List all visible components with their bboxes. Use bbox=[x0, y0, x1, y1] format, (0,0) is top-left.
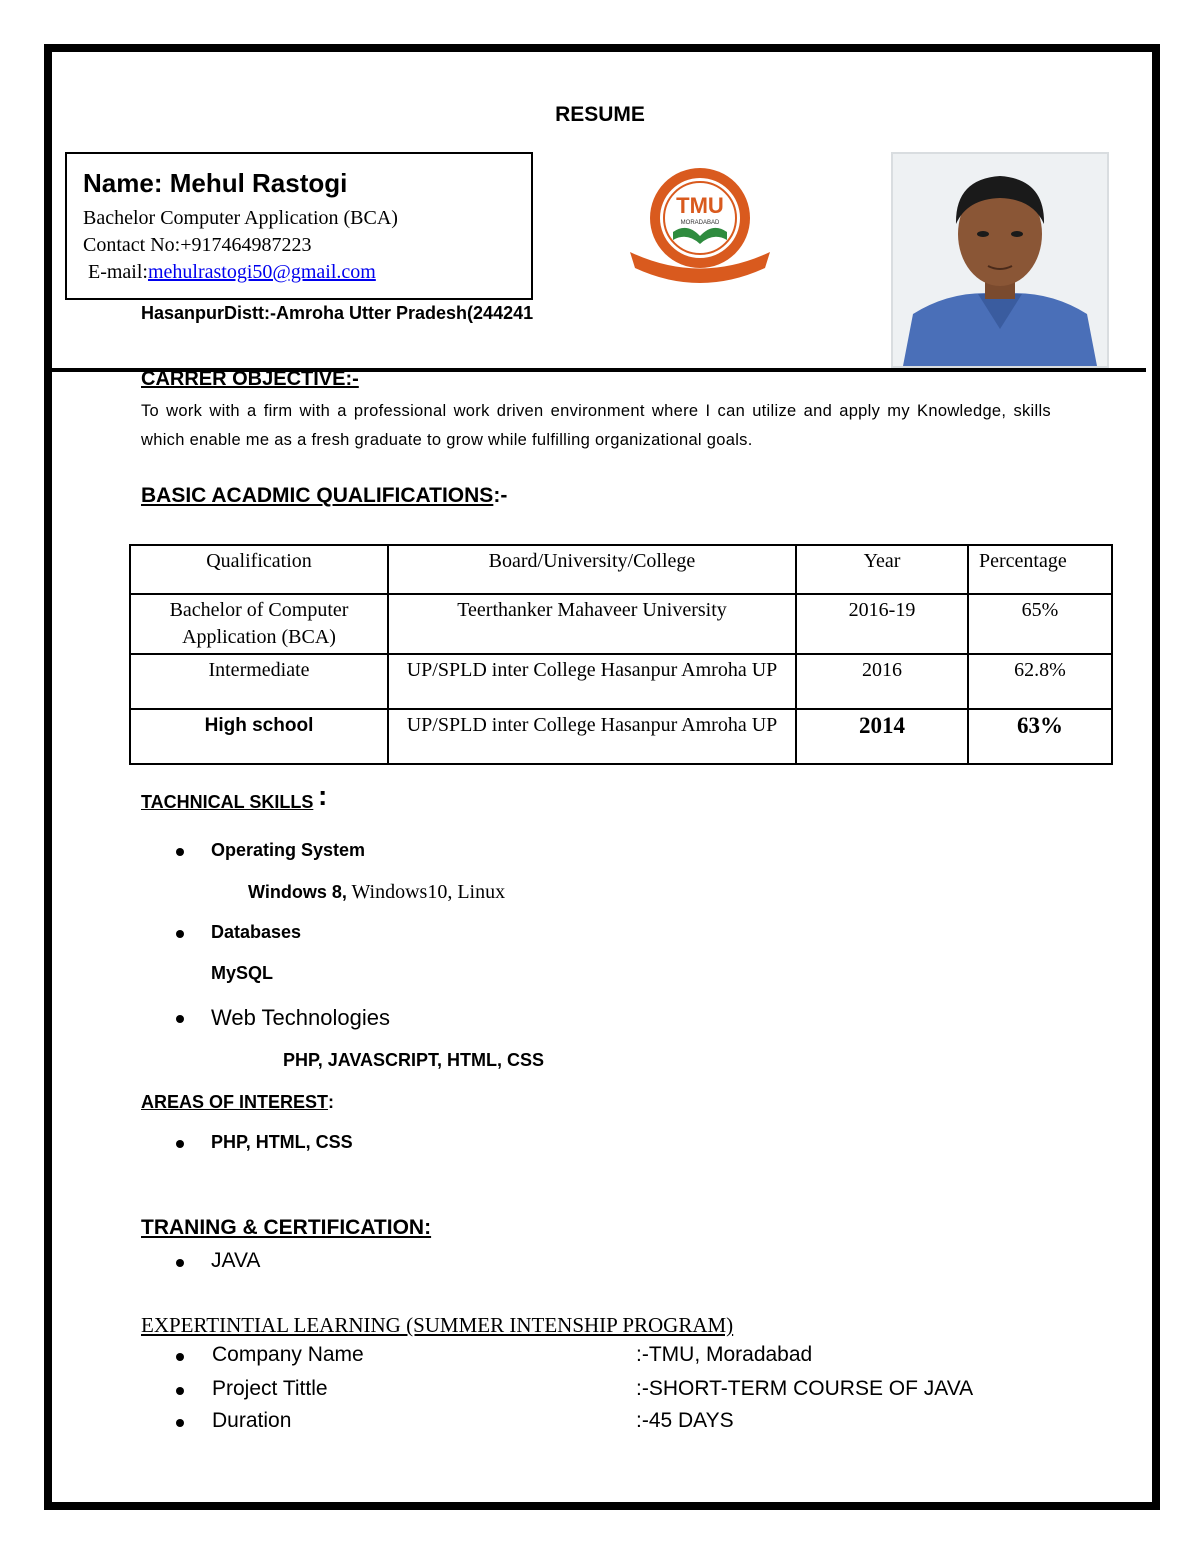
skill-label: Operating System bbox=[211, 840, 366, 860]
experience-value: :-SHORT-TERM COURSE OF JAVA bbox=[636, 1377, 974, 1400]
email-link[interactable]: mehulrastogi50@gmail.com bbox=[147, 261, 376, 283]
table-cell: 2016 bbox=[796, 654, 968, 709]
skill-value-rest: Windows10, Linux bbox=[346, 881, 506, 903]
interest-item: PHP, HTML, CSS bbox=[211, 1132, 353, 1152]
contact-number: Contact No:+917464987223 bbox=[83, 234, 312, 256]
skill-label: Databases bbox=[211, 922, 302, 942]
bullet-icon bbox=[176, 1259, 184, 1267]
experience-value: :-TMU, Moradabad bbox=[636, 1343, 813, 1366]
bullet-icon bbox=[176, 848, 184, 856]
column-header-qualification: Qualification bbox=[130, 545, 388, 594]
email-line bbox=[83, 259, 531, 286]
skill-value bbox=[248, 881, 505, 904]
experience-label: Project Tittle bbox=[212, 1377, 328, 1400]
candidate-name: Name: Mehul Rastogi bbox=[83, 168, 348, 198]
table-row bbox=[130, 654, 1112, 709]
logo-subtext: MORADABAD bbox=[680, 220, 720, 226]
table-cell: Teerthanker Mahaveer University bbox=[388, 594, 796, 654]
table-cell: High school bbox=[130, 709, 388, 764]
experience-label: Duration bbox=[212, 1409, 292, 1432]
bullet-icon bbox=[176, 1015, 184, 1023]
experiential-heading: EXPERTINTIAL LEARNING (SUMMER INTENSHIP PROGRAM) bbox=[141, 1313, 734, 1337]
table-row bbox=[130, 594, 1112, 654]
table-cell: UP/SPLD inter College Hasanpur Amroha UP bbox=[388, 709, 796, 764]
table-cell: Intermediate bbox=[130, 654, 388, 709]
bullet-icon bbox=[176, 1387, 184, 1395]
skill-label: Web Technologies bbox=[211, 1005, 390, 1030]
table-cell: 2016-19 bbox=[796, 594, 968, 654]
degree-text: Bachelor Computer Application (BCA) bbox=[83, 207, 398, 229]
address-text: HasanpurDistt:-Amroha Utter Pradesh(244241 bbox=[141, 303, 534, 323]
column-header-board: Board/University/College bbox=[388, 545, 796, 594]
logo-text: TMU bbox=[676, 193, 724, 218]
qualifications-heading-text: BASIC ACADMIC QUALIFICATIONS bbox=[141, 484, 494, 507]
skill-value-bold: Windows 8, bbox=[248, 882, 347, 902]
training-heading: TRANING & CERTIFICATION: bbox=[141, 1216, 432, 1239]
objective-heading: CARRER OBJECTIVE:- bbox=[141, 368, 359, 390]
column-header-year: Year bbox=[796, 545, 968, 594]
interests-heading-suffix: : bbox=[328, 1092, 335, 1112]
objective-text: To work with a firm with a professional work driven environment where I can utilize and apply my Knowledge, skills which enable me as a fresh graduate to grow while fulfilling organizational goals. bbox=[141, 402, 1051, 449]
table-cell: UP/SPLD inter College Hasanpur Amroha UP bbox=[388, 654, 796, 709]
qualifications-table bbox=[129, 544, 1113, 765]
bullet-icon bbox=[176, 1353, 184, 1361]
table-cell: 65% bbox=[968, 594, 1112, 654]
table-header-row bbox=[130, 545, 1112, 594]
university-logo bbox=[625, 160, 775, 295]
contact-box bbox=[65, 152, 533, 300]
column-header-percentage: Percentage bbox=[968, 545, 1112, 594]
skills-heading-colon: : bbox=[318, 780, 328, 811]
skill-value: PHP, JAVASCRIPT, HTML, CSS bbox=[283, 1050, 545, 1070]
training-item: JAVA bbox=[211, 1249, 261, 1272]
qualifications-heading-suffix: :- bbox=[493, 484, 508, 507]
bullet-icon bbox=[176, 1419, 184, 1427]
candidate-photo bbox=[891, 152, 1109, 368]
table-cell: Bachelor of Computer Application (BCA) bbox=[130, 594, 388, 654]
bullet-icon bbox=[176, 1140, 184, 1148]
document-title: RESUME bbox=[555, 103, 645, 126]
email-label: E-mail: bbox=[88, 261, 148, 283]
interests-heading-text: AREAS OF INTEREST bbox=[141, 1092, 329, 1112]
experience-value: :-45 DAYS bbox=[636, 1409, 734, 1432]
experience-label: Company Name bbox=[212, 1343, 364, 1366]
interests-heading bbox=[141, 1092, 334, 1113]
table-cell: 62.8% bbox=[968, 654, 1112, 709]
skills-heading: TACHNICAL SKILLS bbox=[141, 792, 314, 812]
table-row bbox=[130, 709, 1112, 764]
table-cell: 2014 bbox=[796, 709, 968, 764]
qualifications-heading bbox=[141, 484, 507, 508]
bullet-icon bbox=[176, 930, 184, 938]
table-cell: 63% bbox=[968, 709, 1112, 764]
skill-value: MySQL bbox=[211, 963, 274, 983]
